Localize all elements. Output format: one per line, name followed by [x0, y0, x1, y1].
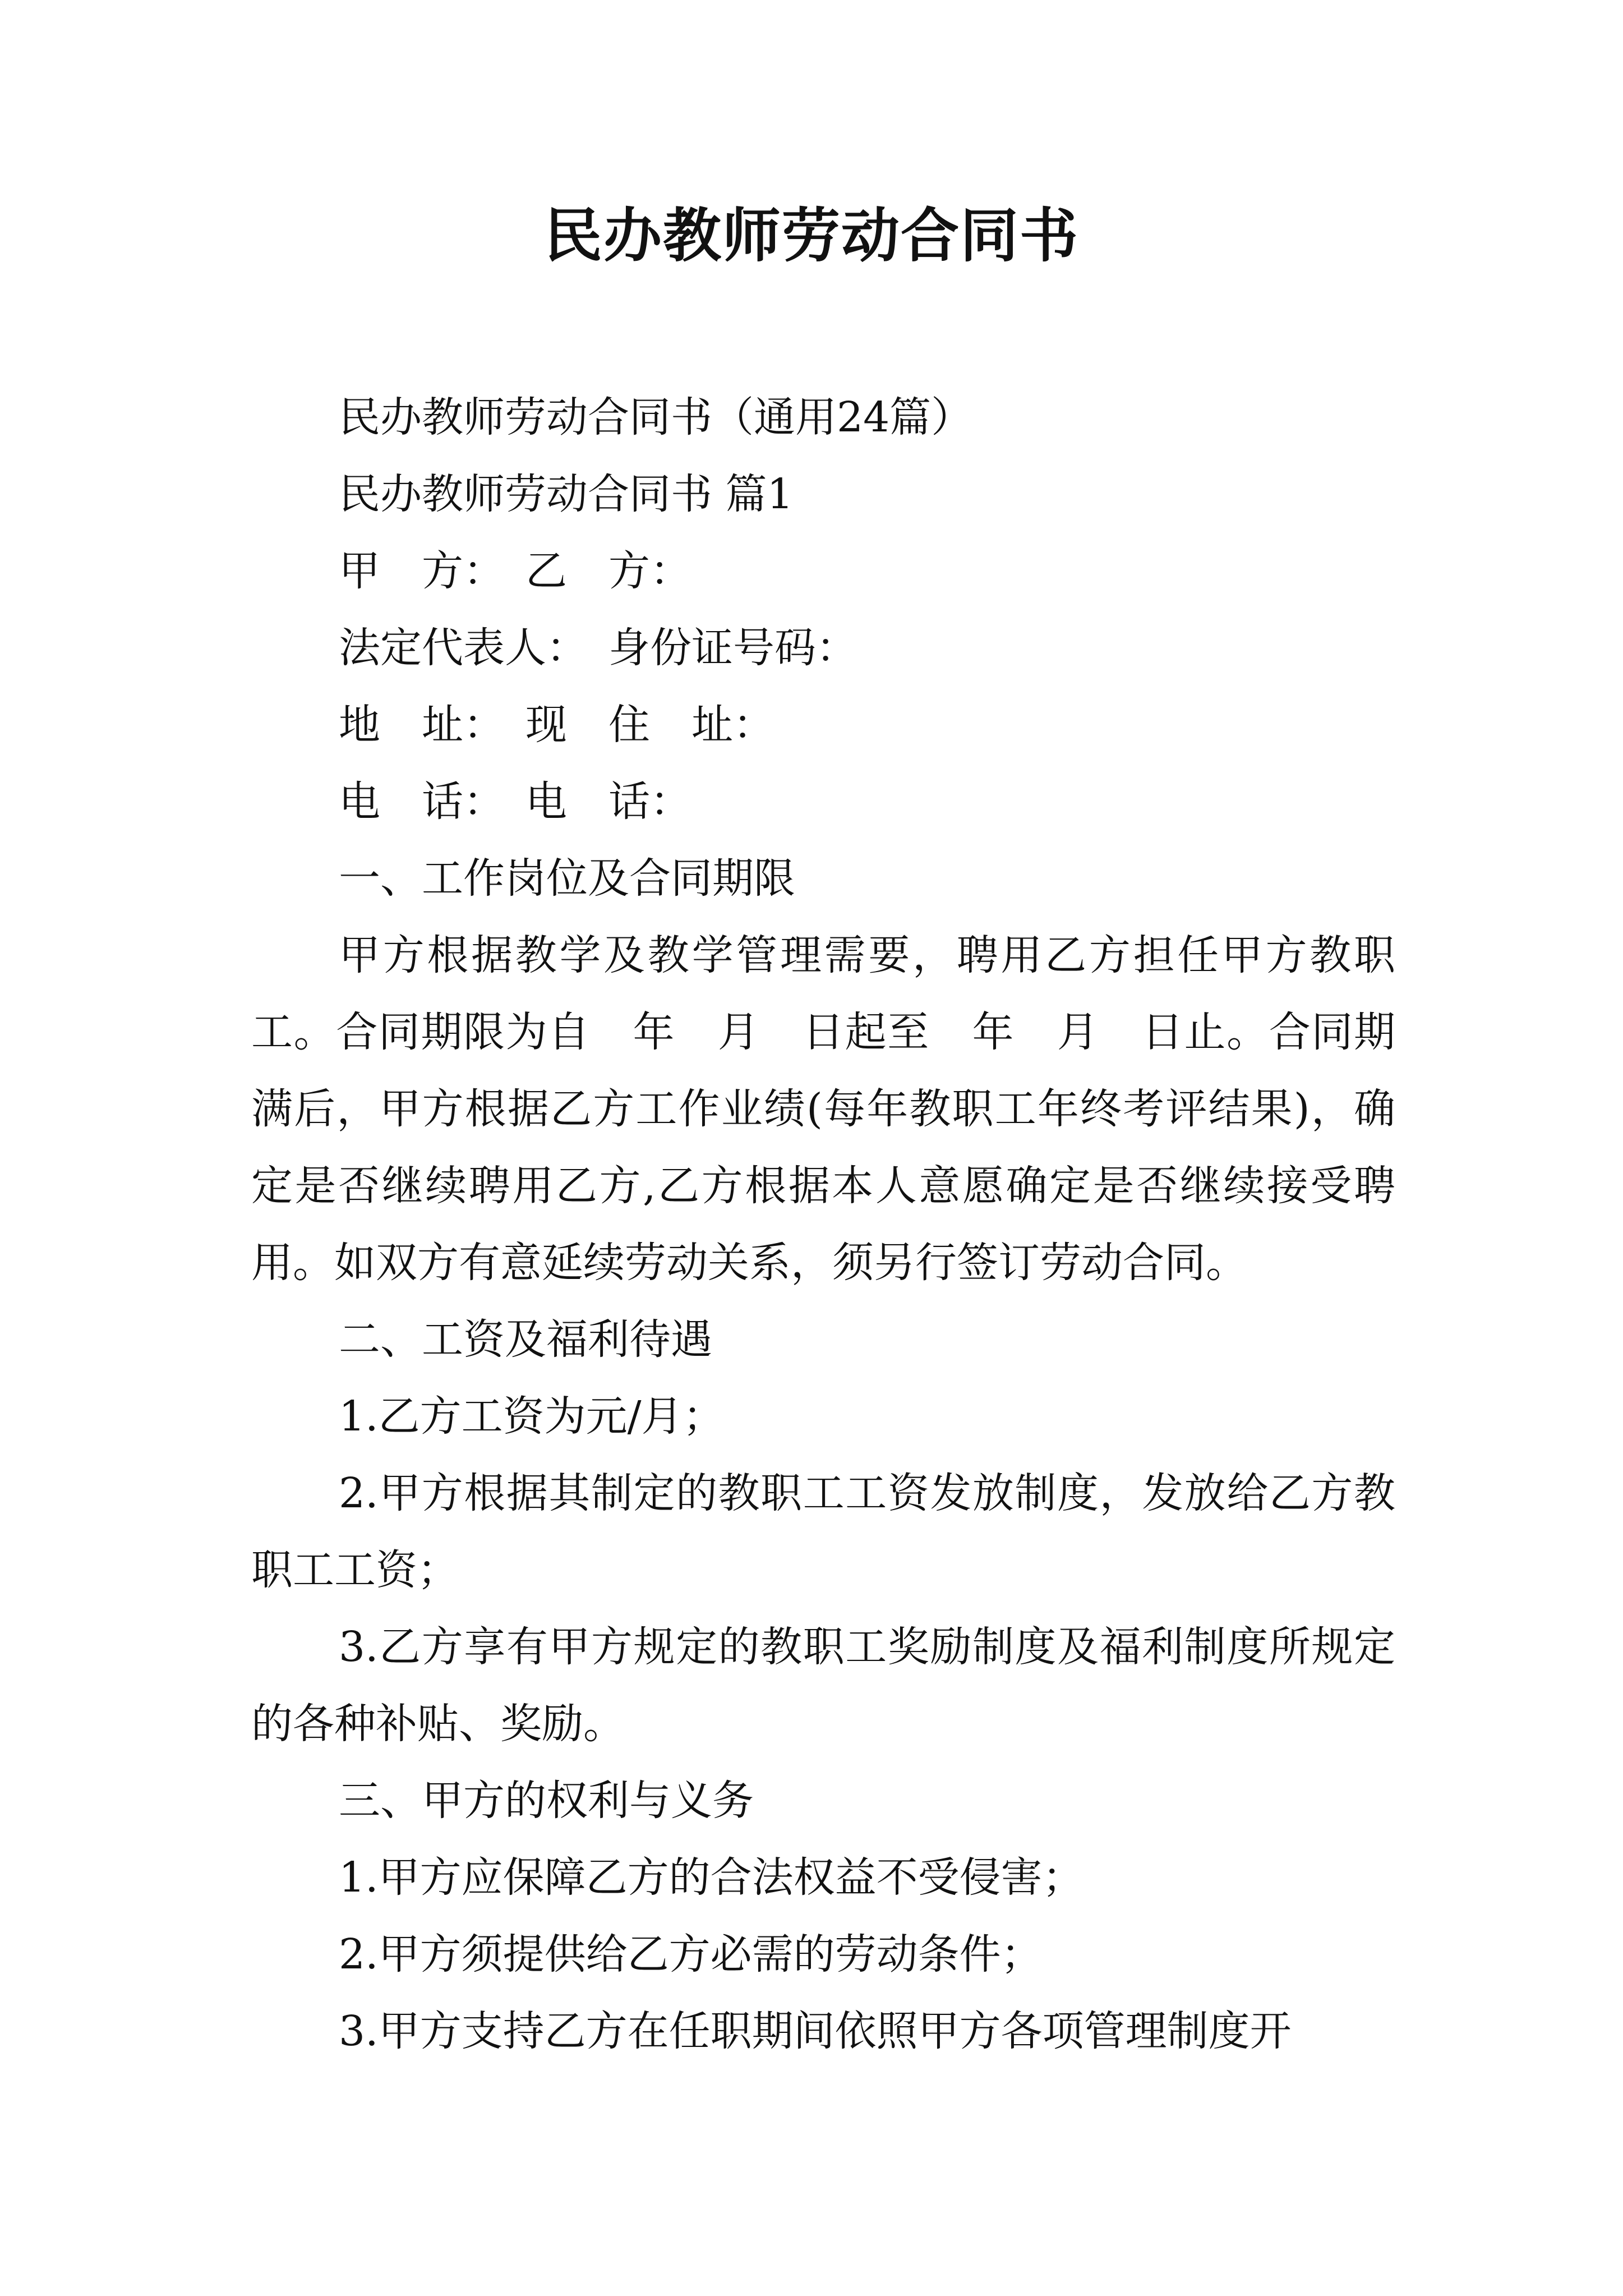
- paragraph-salary-3: 3.乙方享有甲方规定的教职工奖励制度及福利制度所规定的各种补贴、奖励。: [251, 1623, 1395, 1748]
- paragraph-subtitle: 民办教师劳动合同书（通用24篇）: [339, 393, 973, 441]
- paragraph-heading-3: 三、甲方的权利与义务: [339, 1777, 754, 1825]
- paragraph-term-text: 甲方根据教学及教学管理需要，聘用乙方担任甲方教职工。合同期限为自 年 月 日起至 年 月 日止。合同期满后，甲方根据乙方工作业绩(每年教职工年终考评结果)，确定是否继续聘用乙方,乙方根据本人意愿确定是否继续接受聘用。如双方有意延续劳动关系，须另行签订劳动合同。: [251, 931, 1395, 1287]
- paragraph-duty-2: 2.甲方须提供给乙方必需的劳动条件；: [339, 1930, 1043, 1978]
- document-title: 民办教师劳动合同书: [543, 201, 1079, 270]
- paragraph-duty-1: 1.甲方应保障乙方的合法权益不受侵害；: [339, 1853, 1084, 1902]
- document-body: [251, 379, 1395, 2070]
- paragraph-section-heading: 民办教师劳动合同书 篇1: [339, 470, 794, 518]
- paragraph-salary-2: 2.甲方根据其制定的教职工工资发放制度，发放给乙方教职工工资；: [251, 1469, 1395, 1594]
- paragraph-phone: 电 话： 电 话：: [339, 777, 691, 826]
- paragraph-parties: 甲 方： 乙 方：: [339, 547, 691, 595]
- paragraph-address: 地 址： 现 住 址：: [339, 701, 774, 749]
- paragraph-duty-3: 3.甲方支持乙方在任职期间依照甲方各项管理制度开: [339, 2007, 1292, 2055]
- paragraph-salary-1: 1.乙方工资为元/月；: [339, 1392, 725, 1441]
- paragraph-representative: 法定代表人： 身份证号码：: [339, 624, 857, 672]
- paragraph-heading-1: 一、工作岗位及合同期限: [339, 854, 795, 903]
- paragraph-heading-2: 二、工资及福利待遇: [339, 1315, 712, 1364]
